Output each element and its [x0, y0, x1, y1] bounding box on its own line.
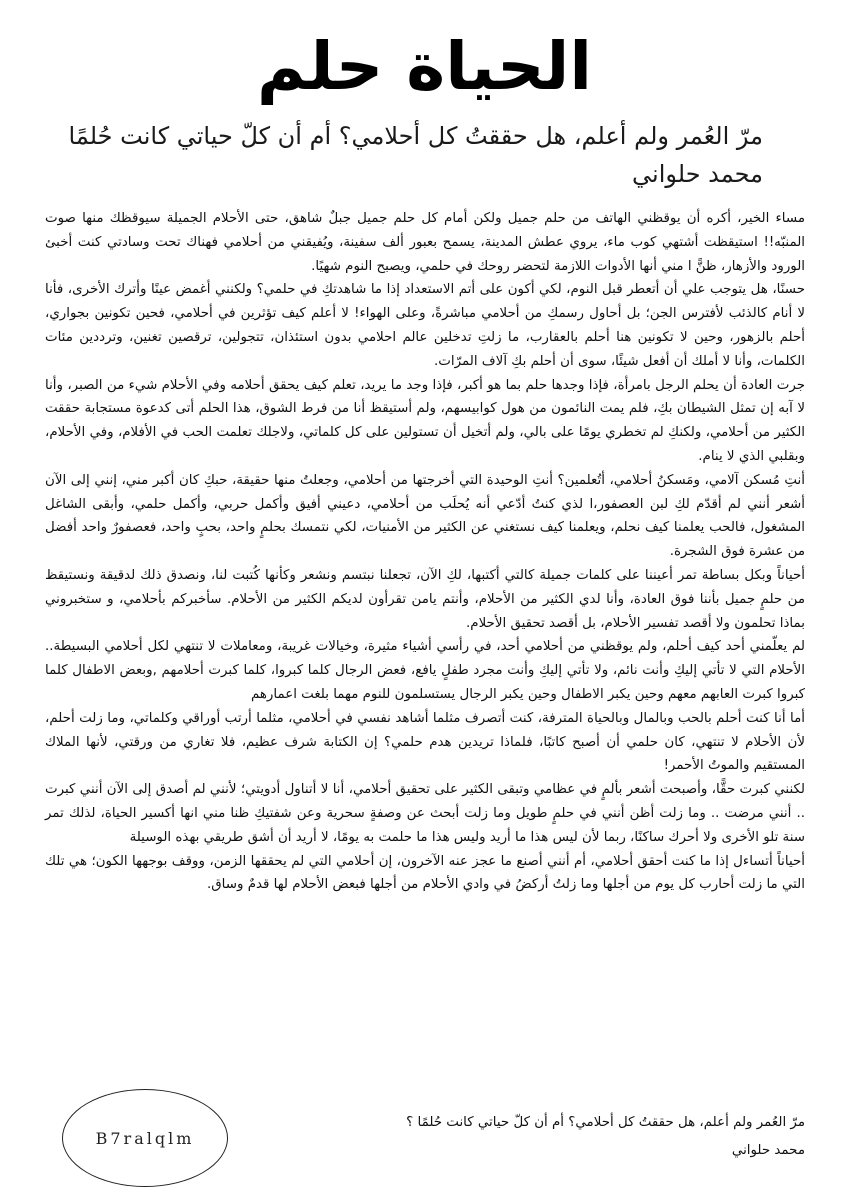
paragraph: مساء الخير، أكره أن يوقظني الهاتف من حلم جميل ولكن أمام كل حلم جميل جبلٌ شاهق، حتى الأحلام الجميلة سيوقظك منها صوت المنبّه!! استيقظت أشتهي كوب ماء، يروي عطش المدينة، يسمح بعبور ألف سفينة، ويُفيقني من أحلامي فهناك تحت وسادتي كنت أخبئ الورود والأزهار، ظنًّ ا مني أنها الأدوات اللازمة لتحضر روحك في حلمي، ويصبح النوم شهيًا.: [45, 211, 805, 274]
paragraph: جرت العادة أن يحلم الرجل بامرأة، فإذا وجدها حلم بما هو أكبر، فإذا وجد ما يريد، تعلم كيف يحقق أحلامه وفي الأحلام شيء من الصبر، وأنا لا آبه إن تمثل الشيطان بكِ، فلم يمت النائمون من هول كوابيسهم، ولم أستيقظ أنا من فرط الشوق، هذا الحلم أتى كدعوة مستجابة حققت الكثير من أحلامي، ولكنكِ لم تخطري يومًا على بالي، ولم أتخيل أن تستولين على كل كلماتي، ولاجلك تعلمت الحب في الأفلام، وفي الأحلام، وبقلبي الذي لا ينام.: [45, 377, 805, 464]
paragraph: أما أنا كنت أحلم بالحب وبالمال وبالحياة المترفة، كنت أتصرف مثلما أشاهد نفسي في أحلامي، مثلما أرتب أوراقي وكلماتي، وما زلت أحلم، لأن الأحلام لا تنتهي، كان حلمي أن أصبح كاتبًا، فلماذا تريدين هدم حلمي؟ إن الكتابة شرف عظيم، فلا تغاري من ورقتي، لأنها الملاك المستقيم والموتُ الأحمر!: [45, 710, 805, 774]
paragraph: حسنًا، هل يتوجب علي أن أتعطر قبل النوم، لكي أكون على أتم الاستعداد إذا ما شاهدتكِ في حلمي؟ ولكنني أغمض عينًا وأترك الأخرى، فأنا لا أنام كالذئب لأفترس الجن؛ بل أحاول رسمكِ من أحلامي مباشرةً، وعلى الهواء! لا أعلم كيف تؤثرين في أحلامي، فحين تكونين بجواري، أحلم بالزهور، وحين لا تكونين هنا أحلم بالعقارب، ما زلتِ تدخلين عالم احلامي بدون استئذان، تتجولين، ترقصين تغنين، وترددين مئات الكلمات، وأنا لا أملك أن أفعل شيئًا، سوى أن أحلم بكِ آلاف المرّات.: [45, 282, 805, 369]
closing-line: مرّ العُمر ولم أعلم، هل حققتُ كل أحلامي؟ أم أن كلّ حياتي كانت حُلمًا ؟: [406, 1115, 805, 1130]
paragraph: أنتِ مُسكن آلامي، ومَسكنُ أحلامي، أتُعلمين؟ أنتِ الوحيدة التي أخرجتها من أحلامي، وجعلتُ منها حقيقة، حبكِ كان أكبر مني، إنني إلى الآن أشعر أنني لم أقدّم لكِ لبن العصفور،ا لذي كنتُ أدّعي أنه يُحلَب من أحلامي، دعيني أفيق وأكمل حربي، وأكمل حلمي، وأبقى الشاغل المشغول، فالحب يعلمنا كيف نحلم، ويعلمنا كيف نستغني عن الكثير من الأمنيات، لكي نتمسك بحلمٍ واحد، بحبٍ واحد، فعصفورٌ واحد أفضل من عشرة فوق الشجرة.: [45, 472, 805, 560]
article-body: [45, 207, 805, 897]
author-name: محمد حلواني: [632, 160, 763, 188]
subtitle: مرّ العُمر ولم أعلم، هل حققتُ كل أحلامي؟ أم أن كلّ حياتي كانت حُلمًا: [68, 122, 763, 150]
paragraph: أحياناً وبكل بساطة تمر أعيننا على كلمات جميلة كالتي أكتبها، لكِ الآن، تجعلنا نبتسم ونشعر وكأنها كُتبت لنا، ونصدق ذلك لدقيقة ونستيقظ من حلمٍ جميل بأننا فوق العادة، وأنا لدي الكثير من الأحلام، وأنتم يامن تقرأون لديكم الكثير من الأحلام. سأخبركم بأحلامي، و ستخبروني بماذا تحلمون ولا أقصد تفسير الأحلام، بل أقصد تحقيق الأحلام.: [45, 567, 805, 631]
page-title: الحياة حلم: [257, 28, 592, 105]
closing-author: محمد حلواني: [731, 1143, 805, 1158]
stamp-logo: [62, 1089, 228, 1187]
paragraph: أحياناً أتساءل إذا ما كنت أحقق أحلامي، أم أنني أصنع ما عجز عنه الآخرون، إن أحلامي التي لم يحققها الزمن، ووقف بوجهها الكون؛ هي تلك التي ما زلت أحارب كل يوم من أجلها وما زلتُ أركضُ في وادي الأحلام من أجلها فبعض الأحلام لها قدمٌ وساق.: [45, 853, 805, 893]
paragraph: لم يعلّمني أحد كيف أحلم، ولم يوقظني من أحلامي أحد، في رأسي أشياء مثيرة، وخيالات غريبة، ومعاملات لا تنتهي لكل أحلامي البسيطة.. الأحلام التي لا تأتي إليكِ وأنت نائم، ولا تأتي إليكِ وأنت مجرد طفلٍ يافع، فعض الرجال كلما كبروا، كلما كبرت أحلامهم ,وبعض الاطفال كلما كبروا كبرت العابهم معهم وحين يكبر الاطفال وحين يكبر الرجال يستسلمون للنوم مهما بلغت اعمارهم: [45, 639, 805, 702]
stamp-text: B7ralqlm: [95, 1128, 195, 1148]
closing-block: [305, 1109, 805, 1165]
paragraph: لكنني كبرت حقًّا، وأصبحت أشعر بألمٍ في عظامي وتبقى الكثير على تحقيق أحلامي، أنا لا أتناول أدويتي؛ لأنني لم أصدق إلى الآن أنني كبرت .. أنني مرضت .. وما زلت أظن أنني في حلمٍ طويل وما زلت أبحث عن وصفةٍ سحرية وعن شفتيكِ ظنا مني انها أكسير الحياة، لذلك تمر سنة تلو الأخرى ولا أحرك ساكنًا، ربما لأن ليس هذا ما أريد وليس هذا ما حلمت به يومًا، لا أريد أن أشق طريقي بهذه الوسيلة: [45, 782, 805, 845]
